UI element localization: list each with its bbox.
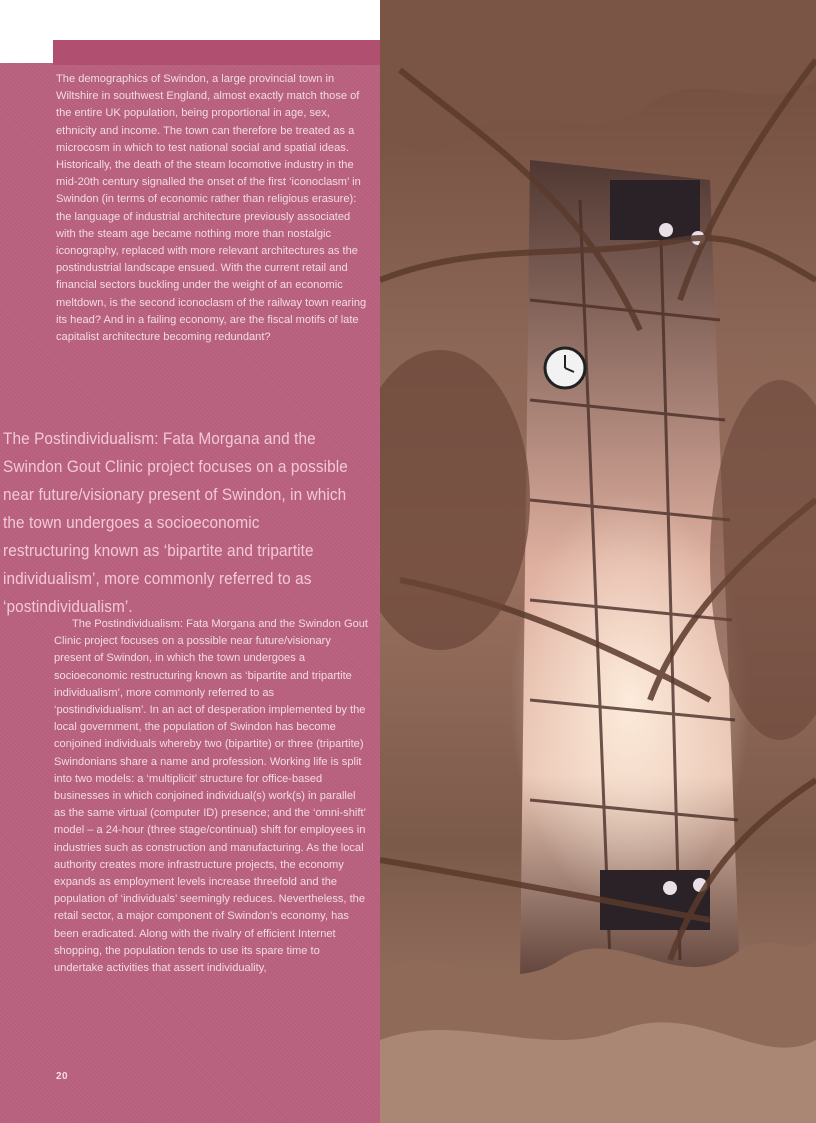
intro-paragraph: The demographics of Swindon, a large provincial town in Wiltshire in southwest England, almost exactly match those of the entire UK population, being proportional in age, sex, ethnicity and income. The town can therefore be treated as a microcosm in which to test national social and spatial ideas. Historically, the death of the steam locomotive industry in the mid-20th century signalled the onset of the first ‘iconoclasm’ in Swindon (in terms of economic rather than religious erasure): the language of industrial architecture previously associated with the steam age became nothing more than nostalgic iconography, replaced with more relevant architectures as the postindustrial landscape ensued. With the current retail and financial sectors buckling under the weight of an economic meltdown, is the second iconoclasm of the railway town rearing its head? And in a failing economy, are the fiscal motifs of late capitalist architecture becoming redundant?	[56, 73, 367, 344]
pull-quote: The Postindividualism: Fata Morgana and the Swindon Gout Clinic project focuses on a possible near future/visionary present of Swindon, in which the town undergoes a socioeconomic restructuring known as ‘bipartite and tripartite individualism’, more commonly referred to as ‘postindividualism’.	[3, 430, 348, 616]
header-bar	[53, 40, 380, 65]
station-collage-photo	[380, 0, 816, 1123]
page-number: 20	[56, 1071, 69, 1082]
body-paragraph: The Postindividualism: Fata Morgana and the Swindon Gout Clinic project focuses on a possible near future/visionary present of Swindon, in which the town undergoes a socioeconomic restructuring known as ‘bipartite and tripartite individualism’, more commonly referred to as ‘postindividualism’. In an act of desperation implemented by the local government, the population of Swindon has become conjoined individuals whereby two (bipartite) or three (tripartite) Swindonians share a name and profession. Working life is split into two models: a ‘multiplicit’ structure for office-based businesses in which conjoined individual(s) work(s) in parallel as the same virtual (computer ID) presence; and the ‘omni-shift’ model – a 24-hour (three stage/continual) shift for employees in industries such as construction and manufacturing. As the local authority creates more infrastructure projects, the economy expands as employment levels increase threefold and the population of ‘individuals’ seemingly reduces. Nevertheless, the retail sector, a major component of Swindon’s economy, has been eradicated. Along with the rivalry of efficient Internet shopping, the population tends to use its spare time to undertake activities that assert individuality,	[54, 618, 368, 975]
